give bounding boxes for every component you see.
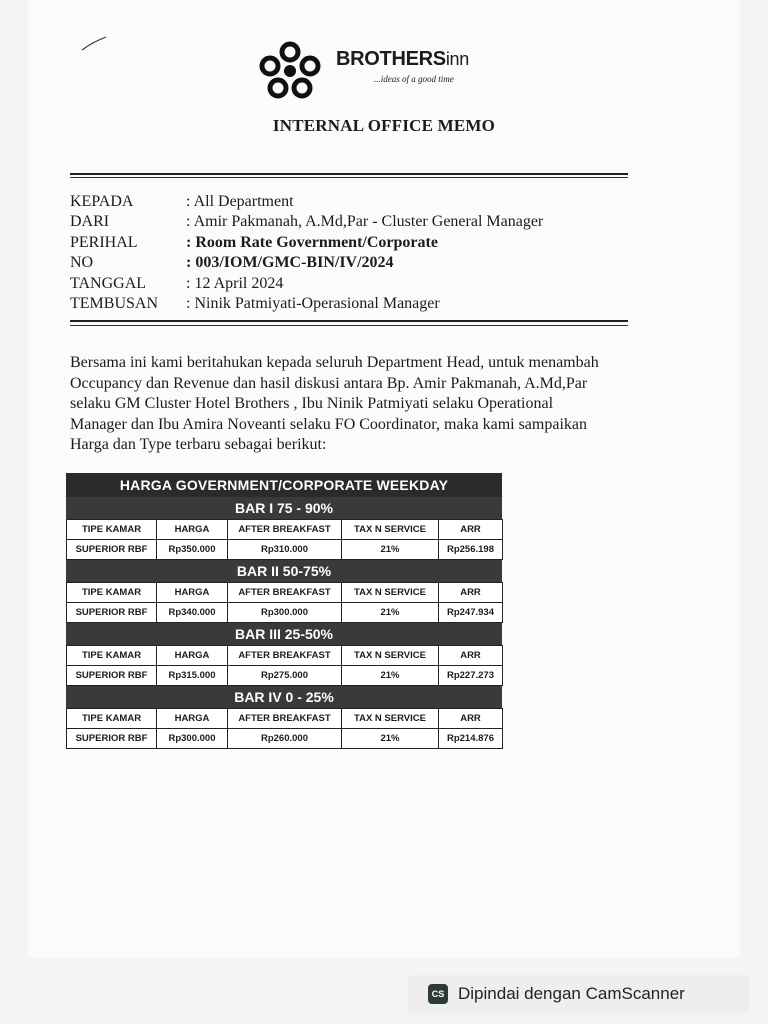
column-header: AFTER BREAKFAST bbox=[228, 708, 342, 729]
header-row-kepada bbox=[70, 192, 543, 212]
bar-section-title: BAR III 25-50% bbox=[66, 623, 502, 645]
column-header: HARGA bbox=[157, 645, 228, 666]
column-header: ARR bbox=[439, 645, 503, 666]
table-cell: Rp227.273 bbox=[439, 666, 503, 686]
column-header: ARR bbox=[439, 582, 503, 603]
table-cell: Rp256.198 bbox=[439, 540, 503, 560]
table-cell: Rp315.000 bbox=[157, 666, 228, 686]
column-header: AFTER BREAKFAST bbox=[228, 519, 342, 540]
table-cell: 21% bbox=[342, 603, 439, 623]
memo-title: INTERNAL OFFICE MEMO bbox=[272, 116, 496, 135]
table-cell: Rp300.000 bbox=[157, 729, 228, 749]
table-cell: 21% bbox=[342, 540, 439, 560]
pen-mark bbox=[80, 34, 110, 54]
column-header: TIPE KAMAR bbox=[67, 519, 157, 540]
field-value: : Room Rate Government/Corporate bbox=[186, 233, 438, 251]
field-value: : 003/IOM/GMC-BIN/IV/2024 bbox=[186, 254, 394, 272]
paragraph-line: Manager dan Ibu Amira Noveanti selaku FO Coordinator, maka kami sampaikan bbox=[70, 415, 587, 433]
field-label: DARI bbox=[70, 213, 110, 231]
table-cell: Rp300.000 bbox=[228, 603, 342, 623]
column-header: TAX N SERVICE bbox=[342, 582, 439, 603]
bar-section-title: BAR I 75 - 90% bbox=[66, 497, 502, 519]
table-row bbox=[66, 666, 502, 686]
field-label: PERIHAL bbox=[70, 233, 138, 251]
memo-header-fields bbox=[70, 192, 543, 314]
memo-body-paragraph bbox=[70, 353, 710, 456]
column-header: AFTER BREAKFAST bbox=[228, 582, 342, 603]
header-row-no bbox=[70, 253, 543, 273]
table-row bbox=[66, 540, 502, 560]
table-cell: Rp350.000 bbox=[157, 540, 228, 560]
brand-logo bbox=[254, 38, 524, 102]
table-cell: Rp310.000 bbox=[228, 540, 342, 560]
header-row-dari bbox=[70, 212, 543, 232]
column-header: TAX N SERVICE bbox=[342, 645, 439, 666]
rate-table-title: HARGA GOVERNMENT/CORPORATE WEEKDAY bbox=[66, 473, 502, 497]
column-header: ARR bbox=[439, 708, 503, 729]
table-header-row bbox=[66, 519, 502, 540]
table-cell: Rp260.000 bbox=[228, 729, 342, 749]
table-header-row bbox=[66, 645, 502, 666]
table-header-row bbox=[66, 582, 502, 603]
table-cell: Rp340.000 bbox=[157, 603, 228, 623]
field-value: : 12 April 2024 bbox=[186, 274, 284, 292]
column-header: ARR bbox=[439, 519, 503, 540]
column-header: HARGA bbox=[157, 708, 228, 729]
bar-section-title: BAR IV 0 - 25% bbox=[66, 686, 502, 708]
column-header: HARGA bbox=[157, 582, 228, 603]
divider-top-thin bbox=[70, 177, 628, 178]
paragraph-line: Harga dan Type terbaru sebagai berikut: bbox=[70, 436, 327, 454]
camscanner-icon: CS bbox=[428, 984, 448, 1004]
table-cell: Rp247.934 bbox=[439, 603, 503, 623]
table-cell: Rp275.000 bbox=[228, 666, 342, 686]
camscanner-text: Dipindai dengan CamScanner bbox=[458, 984, 685, 1003]
column-header: TAX N SERVICE bbox=[342, 708, 439, 729]
paragraph-line: selaku GM Cluster Hotel Brothers , Ibu Ninik Patmiyati selaku Operational bbox=[70, 395, 554, 413]
divider-bottom-thin bbox=[70, 325, 628, 326]
table-cell: 21% bbox=[342, 666, 439, 686]
header-row-tanggal bbox=[70, 274, 543, 294]
column-header: TIPE KAMAR bbox=[67, 708, 157, 729]
field-label: KEPADA bbox=[70, 193, 134, 210]
table-cell: SUPERIOR RBF bbox=[67, 729, 157, 749]
column-header: TIPE KAMAR bbox=[67, 582, 157, 603]
divider-bottom bbox=[70, 320, 628, 322]
table-cell: 21% bbox=[342, 729, 439, 749]
table-header-row bbox=[66, 708, 502, 729]
field-value: : All Department bbox=[186, 193, 294, 210]
paragraph-line: Occupancy dan Revenue dan hasil diskusi antara Bp. Amir Pakmanah, A.Md,Par bbox=[70, 374, 588, 392]
paragraph-line: Bersama ini kami beritahukan kepada seluruh Department Head, untuk menambah bbox=[70, 354, 599, 371]
field-value: : Ninik Patmiyati-Operasional Manager bbox=[186, 295, 440, 313]
table-row bbox=[66, 729, 502, 749]
brand-emblem-icon bbox=[254, 38, 326, 102]
brand-name: BROTHERSinn bbox=[336, 48, 469, 70]
column-header: AFTER BREAKFAST bbox=[228, 645, 342, 666]
header-row-perihal bbox=[70, 233, 543, 253]
field-label: TEMBUSAN bbox=[70, 295, 159, 313]
table-cell: SUPERIOR RBF bbox=[67, 603, 157, 623]
table-cell: SUPERIOR RBF bbox=[67, 666, 157, 686]
column-header: HARGA bbox=[157, 519, 228, 540]
brand-tagline: ...ideas of a good time bbox=[374, 74, 454, 84]
rate-table bbox=[66, 473, 502, 749]
camscanner-watermark bbox=[408, 975, 749, 1013]
table-cell: SUPERIOR RBF bbox=[67, 540, 157, 560]
table-cell: Rp214.876 bbox=[439, 729, 503, 749]
divider-top bbox=[70, 173, 628, 175]
bar-section-title: BAR II 50-75% bbox=[66, 560, 502, 582]
table-row bbox=[66, 603, 502, 623]
column-header: TIPE KAMAR bbox=[67, 645, 157, 666]
field-label: NO bbox=[70, 254, 94, 272]
field-label: TANGGAL bbox=[70, 274, 147, 292]
column-header: TAX N SERVICE bbox=[342, 519, 439, 540]
field-value: : Amir Pakmanah, A.Md,Par - Cluster General Manager bbox=[186, 213, 544, 231]
header-row-tembusan bbox=[70, 294, 543, 314]
